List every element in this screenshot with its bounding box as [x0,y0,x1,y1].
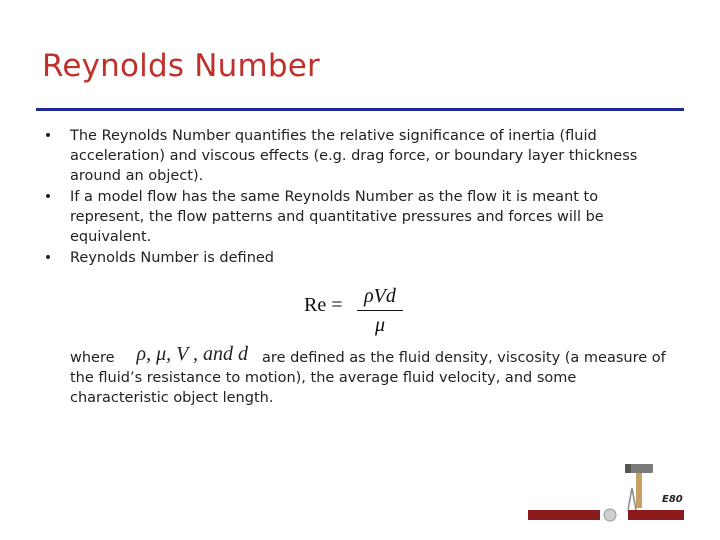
logo-banner-right [628,510,684,520]
bullet-dot-icon: • [43,189,53,205]
logo-badge-text: E80 [662,494,683,505]
bullet-item [42,248,672,268]
bullet-text: If a model flow has the same Reynolds Number as the flow it is meant to represent, the flow patterns and quantitative pressures and forces will be equivalent. [70,189,604,245]
bullet-item [42,126,672,186]
logo-banner-left [528,510,600,520]
bullet-dot-icon: • [43,128,53,144]
bullet-list [42,126,672,269]
formula-fraction [357,284,403,337]
bullet-text: Reynolds Number is defined [70,250,275,266]
formula-lhs: Re = [304,294,343,316]
bullet-text: The Reynolds Number quantifies the relative significance of inertia (fluid acceleration) and viscous effects (e.g. drag force, or boundary layer thickness around an object). [70,128,638,184]
formula-numerator: ρVd [364,285,396,307]
where-paragraph [70,343,670,408]
hammer-logo-icon [528,458,684,522]
where-lead: where [70,350,115,366]
hammer-handle [636,470,642,508]
bullet-dot-icon: • [43,250,53,266]
where-rest: are defined as the fluid density, viscosity (a measure of the fluid’s resistance to motion), the average fluid velocity, and some characteristic object length. [70,350,666,406]
logo-seal [604,509,616,521]
course-logo [528,458,684,522]
slide-title: Reynolds Number [42,48,321,84]
fraction-bar [357,310,403,311]
title-divider [36,108,684,111]
where-symbols: ρ, μ, V , and d [136,343,249,365]
formula-denominator: μ [374,314,386,336]
bullet-item [42,187,672,247]
